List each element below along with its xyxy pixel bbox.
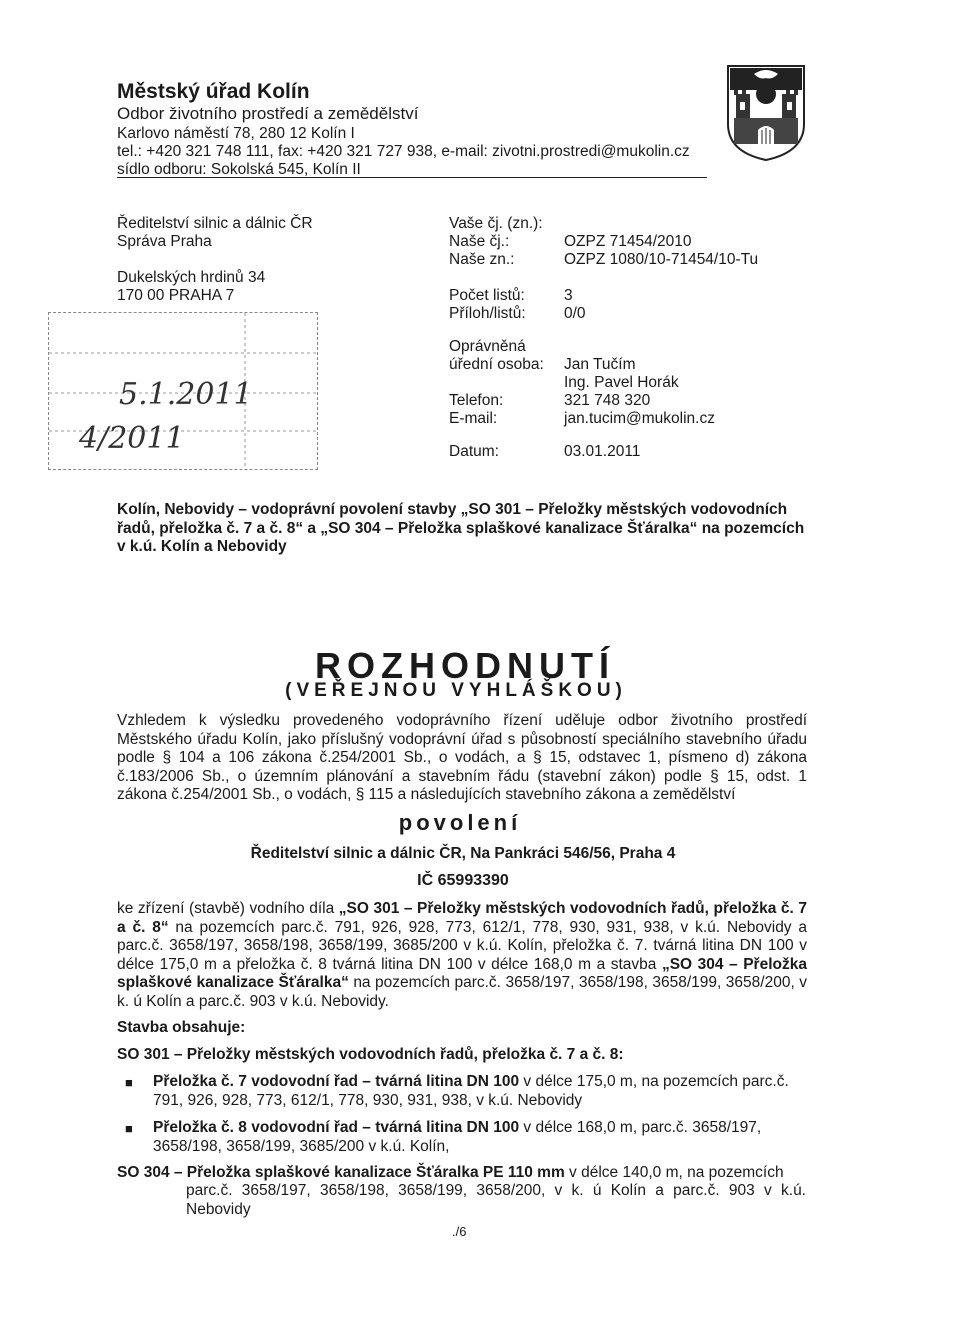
so301-heading: SO 301 – Přeložky městských vodovodních řadů, přeložka č. 7 a č. 8:: [117, 1046, 624, 1063]
attachments-label: Příloh/listů:: [449, 305, 526, 322]
sheet-count-value: 3: [564, 287, 573, 304]
email-label: E-mail:: [449, 410, 498, 427]
list-item-text: v délce 168,0 m, parc.č. 3658/197, 3658/198, 3658/199, 3685/200 v k.ú. Kolín,: [153, 1119, 762, 1155]
permit-body: [117, 900, 807, 1011]
our-mark-value: OZPZ 1080/10-71454/10-Tu: [564, 251, 759, 268]
recipient-line-4: 170 00 PRAHA 7: [117, 287, 235, 304]
subject: [117, 501, 817, 557]
so304-line: [117, 1164, 807, 1183]
our-ref-value: OZPZ 71454/2010: [564, 233, 692, 250]
stamp-handwritten-date: 5.1.2011: [119, 377, 253, 412]
permit-body-so304: „SO 304 – Přeložka splaškové kanalizace Šťáralka“: [117, 955, 807, 991]
so304-title: SO 304 – Přeložka splaškové kanalizace Šťáralka PE 110 mm: [117, 1164, 565, 1181]
date-value: 03.01.2011: [564, 443, 641, 460]
so304-text: v délce 140,0 m, na pozemcích: [564, 1164, 784, 1181]
kolin-coat-of-arms-icon: [724, 64, 808, 162]
permit-body-prefix: ke zřízení (stavbě) vodního díla: [117, 900, 339, 917]
bullet-icon: ■: [125, 1121, 133, 1136]
official-label: úřední osoba:: [449, 356, 544, 373]
receipt-stamp: [48, 312, 318, 470]
subject-line-2: řadů, přeložka č. 7 a č. 8“ a „SO 304 – Přeložka splaškové kanalizace Šťáralka“ na pozemcích: [117, 519, 805, 537]
authorized-label: Oprávněná: [449, 338, 526, 355]
phone-value: 321 748 320: [564, 392, 651, 409]
permit-body-end: na pozemcích parc.č. 3658/197, 3658/198, 3658/199, 3658/200, v k. ú Kolín a parc.č. 903 v k.ú. Nebovidy.: [117, 974, 807, 1010]
decision-title: ROZHODNUTÍ: [315, 645, 615, 686]
email-value: jan.tucim@mukolin.cz: [564, 410, 715, 427]
office-name: Městský úřad Kolín: [117, 80, 310, 103]
department-name: Odbor životního prostředí a zemědělství: [117, 104, 419, 123]
list-item: [153, 1073, 813, 1110]
permit-body-so301: „SO 301 – Přeložky městských vodovodních řadů, přeložka č. 7 a č. 8“: [117, 900, 808, 936]
decision-subtitle: (VEŘEJNOU VYHLÁŠKOU): [285, 680, 627, 701]
bullet-icon: ■: [125, 1075, 133, 1090]
list-item-title: Přeložka č. 7 vodovodní řad – tvárná litina DN 100: [153, 1073, 520, 1090]
applicant-ic: IČ 65993390: [417, 872, 509, 889]
office-address: Karlovo náměstí 78, 280 12 Kolín I: [117, 125, 355, 142]
phone-label: Telefon:: [449, 392, 504, 409]
recipient-line-2: Správa Praha: [117, 233, 212, 250]
permit-body-mid: na pozemcích parc.č. 791, 926, 928, 773, 612/1, 778, 930, 931, 938, v k.ú. Nebovidy a parc.č. 3658/197, 3658/198, 3658/199, 3685/200 v k.ú. Kolín, přeložka č. 7. tvárná litina DN 100 v délce 175,0 m a přeložka č. 8 tvárná litina DN 100 v délce 168,0 m a stavba: [117, 918, 808, 973]
office-contact: tel.: +420 321 748 111, fax: +420 321 727 938, e-mail: zivotni.prostredi@mukolin.cz: [117, 143, 690, 160]
sheet-count-label: Počet listů:: [449, 287, 525, 304]
list-item: [153, 1119, 813, 1156]
so304-parcels: parc.č. 3658/197, 3658/198, 3658/199, 3658/200, v k. ú Kolín a parc.č. 903 v k.ú. Nebovidy: [186, 1182, 806, 1218]
official-name: Jan Tučím: [564, 356, 636, 373]
subject-line-3: v k.ú. Kolín a Nebovidy: [117, 538, 287, 555]
official-name-2: Ing. Pavel Horák: [564, 374, 679, 391]
your-ref-label: Vaše čj. (zn.):: [449, 215, 543, 232]
our-mark-label: Naše zn.:: [449, 251, 515, 268]
header-rule: [117, 177, 707, 178]
permit-word: povolení: [398, 810, 522, 835]
subject-line-1: Kolín, Nebovidy – vodoprávní povolení stavby „SO 301 – Přeložky městských vodovodních: [117, 501, 788, 518]
list-item-text: v délce 175,0 m, na pozemcích parc.č. 791, 926, 928, 773, 612/1, 778, 930, 931, 938, v k.ú. Nebovidy: [153, 1073, 789, 1109]
contents-heading: Stavba obsahuje:: [117, 1019, 246, 1036]
decision-intro: Vzhledem k výsledku provedeného vodoprávního řízení uděluje odbor životního prostředí Městského úřadu Kolín, jako příslušný vodoprávní úřad s působností speciálního stavebního úřadu podle § 104 a 106 zákona č.254/2001 Sb., o vodách, a § 15, odstavec 1, písmeno d) zákona č.183/2006 Sb., o územním plánování a stavebním řádu (stavební zákon) podle § 15, odst. 1 zákona č.254/2001 Sb., o vodách, § 115 a následujících stavebního zákona a zemědělství: [117, 712, 807, 803]
recipient-line-3: Dukelských hrdinů 34: [117, 269, 266, 286]
stamp-handwritten-number: 4/2011: [79, 421, 185, 456]
our-ref-label: Naše čj.:: [449, 233, 510, 250]
date-label: Datum:: [449, 443, 499, 460]
recipient-line-1: Ředitelství silnic a dálnic ČR: [117, 215, 313, 232]
office-seat: sídlo odboru: Sokolská 545, Kolín II: [117, 161, 361, 178]
list-item-title: Přeložka č. 8 vodovodní řad – tvárná litina DN 100: [153, 1119, 520, 1136]
attachments-value: 0/0: [564, 305, 586, 322]
applicant: Ředitelství silnic a dálnic ČR, Na Pankráci 546/56, Praha 4: [250, 845, 676, 862]
page-marker: ./6: [452, 1224, 467, 1239]
